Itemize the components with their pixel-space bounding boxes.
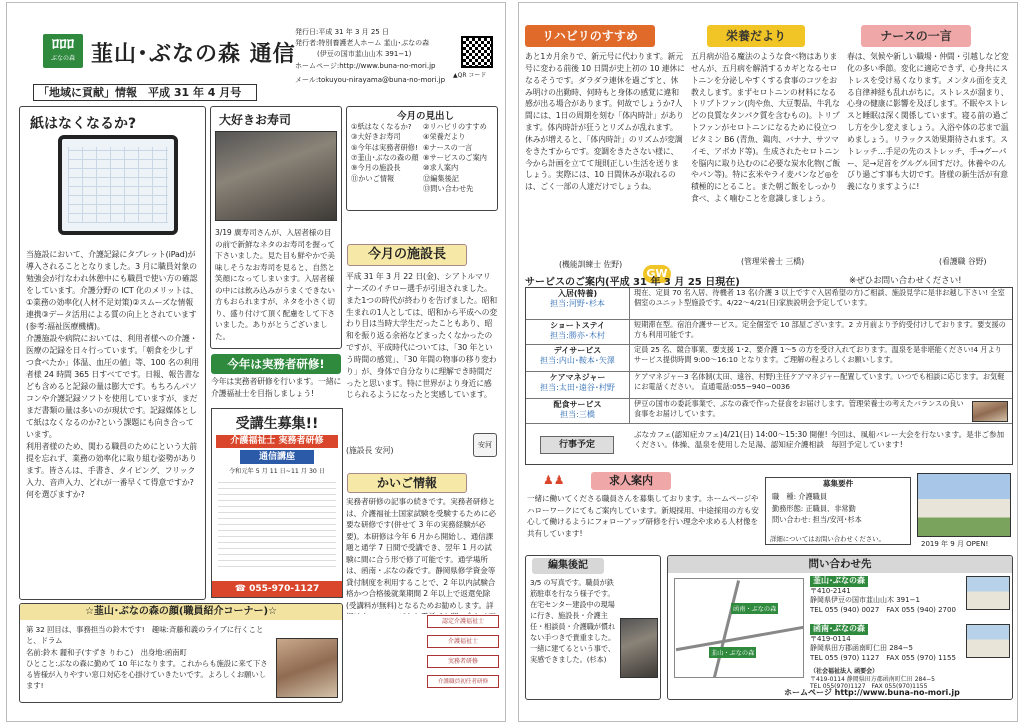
nutrition-author: (管理栄養士 三橋) [741,257,805,266]
contents-list [351,122,495,194]
nurse-title: ナースの一言 [861,25,971,47]
contents-item[interactable]: ⑩求人案内 [423,163,459,173]
event-label: 行事予定 [540,436,614,454]
sushi-article [210,106,342,349]
staff-corner [19,603,343,703]
service-row[interactable]: 配食サービス 担当:三橋 伊豆の国市の委託事業で、ぶなの森で作った昼食をお届けします。管理栄養士の考えたバランスの良い食事をお届けしています。 [526,398,1012,423]
service-row[interactable]: ショートステイ 担当:勝亦･木村 短期滞在型。宿泊介護サービス。定全個室で 10 部屋ございます。2 カ月前より予約受付けしております。要支援の方も利用可能です。 [526,319,1012,344]
director-body: 平成 31 年 3 月 22 日(金)、シアトルマリナーズのイチロー選手が引退されました。また1つの時代が終わりを告げました。昭和生まれの1人としては、昭和から平成への変わり目は当時大学生だったこともあり、昭和を振り返る余裕などまったくなかったのですが、平成時代については、「30 年という時間の感覚」、「30 年間の物事の移り変わり」が、身体で自分なりに理解でき時間だったと思います。特に世界がより身近に感じられるようになったと実感しています。 [346,272,498,400]
gw-badge: GW [643,265,671,283]
nurse-body: 春は、気候や新しい職場・仲間・引越しなど変化の多い季節。変化に適応できず、心身共にストレスを受け易くなります。メンタル面を支える自律神経も乱れがちに。ストレスが溜まり、心身の健康に影響を及ぼします。不眠やストレスと睡眠は深く関係しています。寝る前の過ごし方を少し変えましょう。入浴や体の芯まで温めましょう。リラックス効果期待されます。ストレッチ…手足の先のストレッチ、手→グーパー、足→足首をグルグル回すだけ。休養やのんびり過ごす事も大切です。皆様の新生活が有意義になりますように! [847,52,1009,192]
tablet-photo [58,135,178,235]
qr-label: ▲QR コード [453,72,487,79]
director-seal: 安河 [473,433,497,457]
flyer-title: 受講生募集!! [235,416,319,432]
contents-item[interactable]: ②リハビリのすすめ [423,122,487,131]
recruit-section [525,471,1013,551]
article-title: 大好きお寿司 [219,113,292,127]
flyer-subtitle: 介護福祉士 実務者研修 [216,435,338,448]
tree-icon: ﾛﾛﾛ [51,35,75,53]
recruit-body: 一緒に働いてくださる職員さんを募集しております。ホームページやハローワークにてもご案内しています。新規採用、中途採用の方も安心して働けるようにフォローアップ研修を行い理念や求める人材像を共有しています! [527,494,759,538]
construction-photo [620,618,658,678]
map-label-nirayama: 韮山・ぶなの森 [709,647,756,658]
nirayama-contact: 韮山･ぶなの森 〒410-2141 静岡県伊豆の国市韮山山木 391−1 TEL 055 (940) 0027 FAX 055 (940) 2700 [810,576,956,614]
requirements-note: 詳細についてはお問い合わせください。 [770,535,885,543]
service-row[interactable]: デイサービス 担当:内山･鞍本･矢澤 定員 25 名、競合事業、要支援 1･2、要介護 1〜5 の方を受け入れております。温泉を是非堪能ください!4 月よりサービス提供時間 9:00〜16:10 となります。ご理解の程よろしくお願いします。 [526,344,1012,371]
recruit-title: 求人案内 [591,472,671,490]
access-map[interactable] [674,578,804,678]
ladder-step: 実務者研修 [427,655,499,668]
event-row: 行事予定 ぶなカフェ(認知症カフェ)4/21(日) 14:00〜15:30 開催! 今回は、風船バレー大会を行ないます。是非ご参加ください。体操、温泉を使用した足湯、認知症介護相談 毎回予定しています! [526,423,1012,465]
requirements-title: 募集要件 [822,479,854,488]
contents-item[interactable]: ⑥ナースの一言 [423,142,473,152]
issue-subtitle: 「地域に貢献」情報 平成 31 年 4 月号 [33,84,257,101]
homepage-link[interactable]: ホームページ http://www.buna-no-mori.jp [784,688,960,697]
paper-article [19,106,206,600]
training-flyer[interactable] [211,408,343,598]
rehab-body: あと1カ月余りで、新元号に代わります。新元号に変わる前後 10 日間が史上初の 10 連休になるそうです。ダラダラ連休を過ごすと、休み明けの出勤時、何時もと身体の感覚に違和感が出る場合があります。何故でしょうか?人間には、1日の周期を刻む「体内時計」があります。体内時計が狂うとリズムが乱れます。休みが増えると、「体内時計」のリズムが変調をきたすからです。変調をきたさない様に、今から計画を立てて規則正しい生活を送りましょう。実際には、10 日間休みが取れるのは、ごく一部の人達だけでしょうね。 [525,52,685,192]
flyer-phone: ☎ 055-970-1127 [212,581,342,597]
facility-photo-caption: 2019 年 9 月 OPEN! [921,540,989,548]
service-row[interactable]: 入居(特養) 担当:河野･杉本 現在、定員 70 名入居、待機者 13 名(介護 3 以上ですぐ入居希望の方)ご相談、施設見学に是非お越し下さい! 全室個室のユニット型施設です。4/22〜4/21(日)家族説明会予定しています。 [526,288,1012,319]
director-author: (施設長 安河) [346,446,394,455]
article-body: 当施設において、介護記録にタブレット(iPad)が導入されることとなりました。3 月に職員対象の勉強会が行なわれ休憩中にも職員で使い方の確認をしています。介護分野の ICT 化のメリットは、①業務の効率化(人材不足対策)②スムーズな情報連携③データ活用による質の向上とされています(参考:福祉医療機構)。 介護施設や病院においては、利用者様への介護・医療の記録を日々行っています。「朝食を少しずつ食べたか」体温、血圧の値」等、100 名の利用者様 24 時間 365 日すべてです。日報、報告書なども含めると記録の量は膨大です。もちろんパソコンや介護記録ソフトを使用していますが、まだまだ書類の量は多いのが現状です。記録媒体として紙はなくなるのか?という課題にも向き合っています。 利用者様のため、関わる職員のためにという大前提を忘れず、業務の効率化に取り組む姿勢があります。皆さんは、手書き、タイピング、フリック入力、音声入力、どれが一番早くて得意ですか?何を選びますか? [26,250,200,500]
sushi-photo [215,131,337,221]
nurse-author: (看護職 谷野) [939,257,987,266]
ladder-step: 介護福祉士 [427,635,499,648]
nutrition-body: 五月病が沿る魔法のような食べ物はありませんが、五月病を解消するカギとなるセロトニンを分泌しやすくする食事のコツをお教えします。まずセロトニンの材料になるトリプトファン(肉や魚、大豆製品、牛乳などの良質なタンパク質を含むもの)。トリプトファンがセロトニンになるために役立つビタミン B6 (青魚、鶏肉、バナナ、サツマイモ、アボカド等)。生成されたセロトニンを脳内に取り込むのに必要な炭水化物(ご飯やパン等)。特に玄米やライ麦パンなど◎を積極的にとること。また朝ご飯をしっかり食べ、よく噛むことを意識しましょう。 [691,52,841,204]
contents-item[interactable]: ④栄養だより [423,132,466,142]
contents-item[interactable]: ①紙はなくなるか? [351,122,412,131]
corporation-info: （社会福祉法人 函要会） 〒419-0114 静岡県田方郡函南町仁田 284−5 TEL 055(970)1127 FAX 055(970)1155 [810,668,935,690]
director-title: 今月の施設長 [347,244,467,266]
training-title: 今年は実務者研修! [211,354,341,374]
flyer-badge: 通信講座 [240,450,314,464]
ladder-step: 介護職員初任者研修 [427,675,499,688]
contents-box [346,106,498,211]
training-body: 今年は実務者研修を行います。一緒に介護福祉士を目指しましょう! [211,377,342,398]
logo [43,34,83,68]
staff-corner-body: 第 32 回目は、事務担当の鈴木です! 趣味:斉藤和義のライブに行くことと、ドラム 名前:鈴木 麗和子(すずき りわこ) 出身地:函南町 ひとこと:ぶなの森に勤めて 10 年になります。これからも施設に来て下さる皆様が入りやすい窓口対応を心掛けていきたいです。よろしくお願いします! [26,625,268,691]
services-note: ※ぜひお問い合わせください! [849,276,962,286]
staff-corner-title: ☆韮山･ぶなの森の顔(職員紹介コーナー)☆ [20,604,342,620]
flyer-details [218,479,336,567]
facility-photo [917,473,1011,537]
meal-photo [972,401,1008,422]
flyer-period: 令和元年 5 月 11 日~11 月 30 日 [228,468,325,475]
contents-item[interactable]: ⑧サービスのご案内 [423,153,487,163]
staff-photo [276,638,338,698]
article-body: 3/19 廣寿司さんが、入居者様の目の前で新鮮なネタのお寿司を握って下さいました。見た目も鮮やかで美味しそうなお寿司を見ると、自然と笑顔になってしまいます。入居者様の中には飲み込みがうまくできない方もおられますが、ネタを小さく切り、盛り付けて頂く配慮をして下さいました。ありがとうございました。 [215,228,335,341]
nutrition-title: 栄養だより [707,25,805,47]
editor-body: 3/5 の写真です。職員が鉄筋駐車を行なう様子です。在宅センター建設中の現場に行き、施設長・介護主任・相談員・介護職が慣れない手つきで貴重ました。一緒に建てるという事で、実感できました。(杉本) [530,578,616,664]
newsletter-page-1 [6,2,506,722]
newsletter-page-2 [518,2,1018,722]
service-row[interactable]: ケアマネジャー 担当:太田･遠谷･村野 ケアマネジャー3 名体制(太田、遠谷、村野)主任ケアマネジャー配置しています。いつでも相談に応じます。お気軽にお電話ください。 直通電話:055−940−0036 [526,371,1012,398]
rehab-author: (機能訓練士 佐野) [559,260,623,269]
publication-info: 発行日:平成 31 年 3 月 25 日 発行者:特別養護老人ホーム 韮山･ぶなの森 (伊豆の国市韮山山木 391−1) ホームページ:http://www.buna-no-mori.jp メール:tokuyou-nirayama@buna-no-mori.jp [295,28,446,85]
logo-text: ぶなの森 [50,55,75,62]
rehab-title: リハビリのすすめ [525,25,655,47]
recruit-icon: ♟♟ [543,473,565,487]
contents-item[interactable]: ⑨今月の施設長 [351,163,401,173]
newsletter-title: 韮山･ぶなの森 通信 [91,42,296,67]
contents-item [351,184,423,193]
contact-title: 問い合わせ先 [668,556,1012,573]
nirayama-building-photo [966,576,1010,610]
care-info-body: 実務者研修の記事の続きです。実務者研修とは、介護福祉士国家試験を受験するために必要な研修です(併せて 3 年の実務経験が必要)。本研修は今年 6 月から開始し、通信課題と通学 7 日間で受講でき、翌年 1 月の試験に間に合う形で修了可能です。通学場所は、函南・ぶなの森です。静岡県修学資金等貸付制度を利用することで、2 年以内試験合格かつ合格後就業期間 2 年以上で返還免除(受講料が無料)となるためお勧めします。詳 [346,497,496,610]
contents-item[interactable]: ⑫編集後記 [423,173,459,183]
contents-item[interactable]: ⑦韮山･ぶなの森の顔 [351,153,419,163]
kannami-contact: 函南･ぶなの森 〒419-0114 静岡県田方郡函南町仁田 284−5 TEL 055 (970) 1127 FAX 055 (970) 1155 [810,624,956,662]
requirements-box: 募集要件 職 種: 介護職員 勤務形態: 正職員、非常勤 問い合わせ: 担当/安河･杉本 詳細についてはお問い合わせください。 [765,477,911,545]
editor-box [525,555,661,700]
contents-item[interactable]: ③大好きお寿司 [351,132,401,142]
ladder-step: 認定介護福祉士 [427,615,499,628]
contents-item[interactable]: ⑬問い合わせ先 [423,184,474,194]
article-title: 紙はなくなるか? [30,116,137,132]
contents-item[interactable]: ⑤今年は実務者研修! [351,142,418,152]
services-title: サービスのご案内(平成 31 年 3 月 25 日現在) [525,277,740,288]
contents-title: 今月の見出し [397,111,455,122]
editor-title: 編集後記 [532,558,604,574]
care-info-title: かいご情報 [347,473,467,493]
kannami-building-photo [966,624,1010,658]
contact-box [667,555,1013,700]
map-label-kannami: 函南・ぶなの森 [731,603,778,614]
career-ladder [427,615,499,693]
qr-code[interactable] [461,36,493,68]
services-table [525,287,1013,465]
contents-item[interactable]: ⑪かいご情報 [351,173,395,183]
